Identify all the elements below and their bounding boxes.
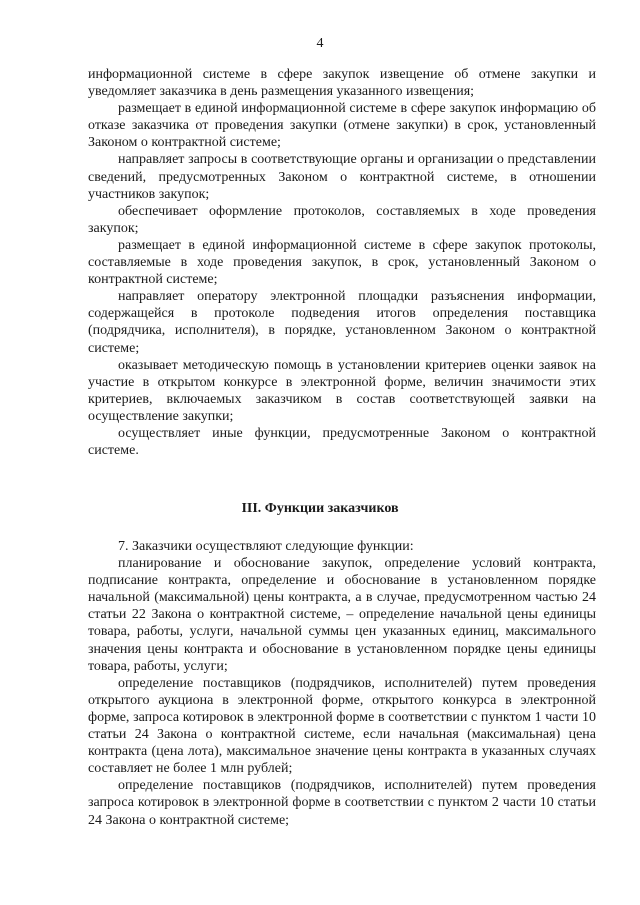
paragraph: размещает в единой информационной системе в сфере закупок протоколы, составляемые в ходе проведения закупок, в срок, установленный Законом о контрактной системе;	[88, 237, 596, 288]
paragraph: обеспечивает оформление протоколов, составляемых в ходе проведения закупок;	[88, 203, 596, 236]
paragraph: осуществляет иные функции, предусмотренные Законом о контрактной системе.	[88, 425, 596, 459]
section-heading: III. Функции заказчиков	[241, 501, 399, 516]
paragraph: определение поставщиков (подрядчиков, исполнителей) путем проведения запроса котировок в электронной форме в соответствии с пунктом 2 части 10 статьи 24 Закона о контрактной системе;	[88, 778, 596, 828]
paragraph: оказывает методическую помощь в установлении критериев оценки заявок на участие в открытом конкурсе в электронной форме, величин значимости этих критериев, включаемых заказчиком в состав соответствующей заявки на осуществление закупки;	[88, 357, 596, 424]
paragraph: направляет запросы в соответствующие органы и организации о представлении сведений, предусмотренных Законом о контрактной системе, в отношении участников закупок;	[88, 152, 596, 202]
paragraph: определение поставщиков (подрядчиков, исполнителей) путем проведения открытого аукциона в электронной форме, открытого конкурса в электронной форме, запроса котировок в электронной форме в соответствии с пунктом 1 части 10 статьи 24 Закона о контрактной системе, если начальная (максимальная) цена контракта (цена лота), максимальное значение цены контракта в указанных случаях составляет не более 1 млн рублей;	[88, 675, 596, 777]
paragraph: направляет оператору электронной площадки разъяснения информации, содержащейся в протоколе подведения итогов определения поставщика (подрядчика, исполнителя), в порядке, установленном Законом о контрактной системе;	[88, 289, 596, 356]
text-block-bottom	[88, 538, 596, 829]
text-block-top	[88, 66, 596, 459]
paragraph: размещает в единой информационной системе в сфере закупок информацию об отказе заказчика от проведения закупки (отмене закупки) в срок, установленный Законом о контрактной системе;	[88, 101, 596, 151]
paragraph: информационной системе в сфере закупок извещение об отмене закупки и уведомляет заказчика в день размещения указанного извещения;	[88, 67, 596, 100]
paragraph: планирование и обоснование закупок, определение условий контракта, подписание контракта, определение и обоснование в установленном порядке начальной (максимальной) цены контракта, а в случае, предусмотренном частью 24 статьи 22 Закона о контрактной системе, – определение начальной цены единицы товара, работы, услуги, начальной суммы цен указанных единиц, максимального значения цены контракта и обоснование в установленном порядке цены единицы товара, работы, услуги;	[88, 556, 596, 674]
paragraph: 7. Заказчики осуществляют следующие функции:	[118, 539, 414, 554]
page-number: 4	[316, 36, 324, 51]
